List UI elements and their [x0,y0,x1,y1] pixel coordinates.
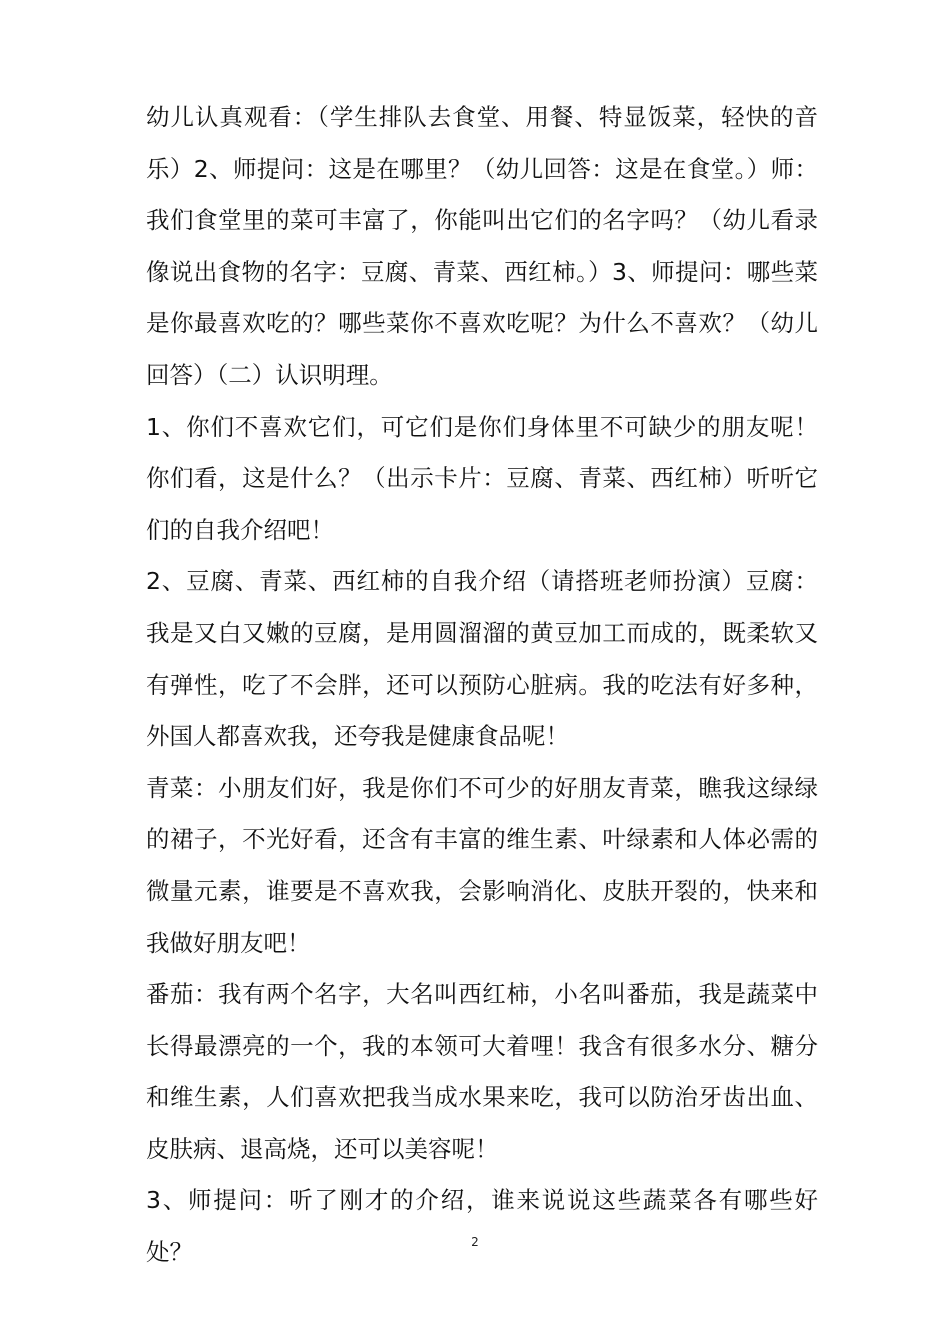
paragraph-tomato: 番茄：我有两个名字，大名叫西红柿，小名叫番茄，我是蔬菜中长得最漂亮的一个，我的本领可大着哩！我含有很多水分、糖分和维生素，人们喜欢把我当成水果来吃，我可以防治牙齿出血、皮肤病、退高烧，还可以美容呢！ [146,980,818,1163]
paragraph-greens: 青菜：小朋友们好，我是你们不可少的好朋友青菜，瞧我这绿绿的裙子，不光好看，还含有丰富的维生素、叶绿素和人体必需的微量元素，谁要是不喜欢我，会影响消化、皮肤开裂的，快来和我做好朋友吧！ [146,773,818,957]
page-number: 2 [471,1235,479,1249]
paragraph-question: 3、师提问：听了刚才的介绍，谁来说说这些蔬菜各有哪些好处？ [146,1186,818,1267]
paragraph-friends: 1、你们不喜欢它们，可它们是你们身体里不可缺少的朋友呢！你们看，这是什么？（出示卡片：豆腐、青菜、西红柿）听听它们的自我介绍吧！ [146,412,818,544]
body-text [146,92,818,1279]
paragraph-intro: 幼儿认真观看：（学生排队去食堂、用餐、特显饭菜，轻快的音乐）2、师提问：这是在哪里？（幼儿回答：这是在食堂。）师：我们食堂里的菜可丰富了，你能叫出它们的名字吗？（幼儿看录像说出食物的名字：豆腐、青菜、西红柿。）3、师提问：哪些菜是你最喜欢吃的？哪些菜你不喜欢吃呢？为什么不喜欢？（幼儿回答）（二）认识明理。 [146,103,818,389]
paragraph-tofu: 2、豆腐、青菜、西红柿的自我介绍（请搭班老师扮演）豆腐：我是又白又嫩的豆腐，是用圆溜溜的黄豆加工而成的，既柔软又有弹性，吃了不会胖，还可以预防心脏病。我的吃法有好多种，外国人都喜欢我，还夸我是健康食品呢！ [146,567,818,751]
